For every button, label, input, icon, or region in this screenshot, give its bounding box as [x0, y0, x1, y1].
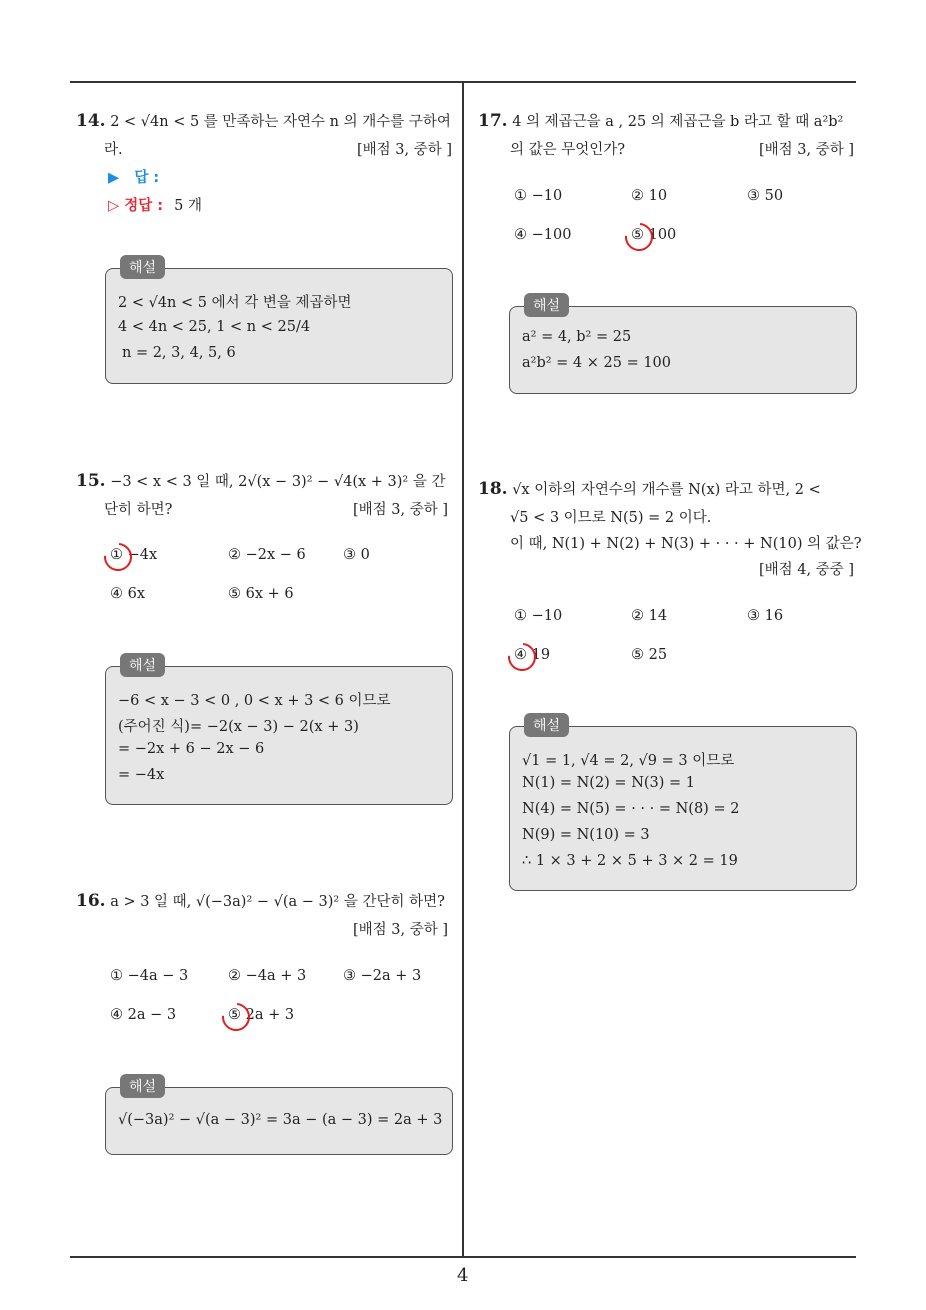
solution-line: N(1) = N(2) = N(3) = 1	[522, 775, 696, 791]
solution-tab: 해설	[524, 293, 569, 317]
outline-arrow-icon: ▷	[108, 198, 120, 214]
solution-line: a²b² = 4 × 25 = 100	[522, 355, 672, 371]
score-meta: [배점 3, 중하 ]	[758, 142, 854, 158]
choice-1[interactable]: ① −10	[514, 608, 563, 624]
solution-line: √1 = 1, √4 = 2, √9 = 3 이므로	[522, 753, 735, 769]
solution-tab: 해설	[524, 713, 569, 737]
choice-3[interactable]: ③ 16	[747, 608, 784, 624]
solution-line: a² = 4, b² = 25	[522, 329, 632, 345]
solution-line: n = 2, 3, 4, 5, 6	[122, 345, 236, 361]
solution-line: −6 < x − 3 < 0 , 0 < x + 3 < 6 이므로	[118, 693, 391, 709]
score-meta: [배점 3, 중하 ]	[356, 142, 452, 158]
choice-1[interactable]: ① −4a − 3	[110, 968, 189, 984]
selected-mark	[502, 637, 541, 676]
question-text: a > 3 일 때, √(−3a)² − √(a − 3)² 을 간단히 하면?	[110, 894, 445, 910]
choice-2[interactable]: ② 14	[631, 608, 668, 624]
correct-label: 정답 :	[124, 198, 164, 214]
score-meta: [배점 3, 중하 ]	[352, 502, 448, 518]
choice-2[interactable]: ② −4a + 3	[228, 968, 307, 984]
question-number: 17.	[478, 111, 508, 131]
selected-mark	[216, 997, 255, 1036]
solution-box	[105, 658, 453, 805]
correct-answer-row	[108, 194, 202, 215]
question-text-cont: 의 값은 무엇인가?	[510, 142, 626, 158]
solution-line: (주어진 식)= −2(x − 3) − 2(x + 3)	[118, 719, 359, 735]
question-text: 2 < √4n < 5 를 만족하는 자연수 n 의 개수를 구하여	[110, 114, 451, 130]
solution-box	[509, 298, 857, 394]
question-text-cont: √5 < 3 이므로 N(5) = 2 이다.	[510, 510, 712, 526]
question-text: √x 이하의 자연수의 개수를 N(x) 라고 하면, 2 <	[512, 482, 821, 498]
question-text-cont: 단히 하면?	[104, 502, 173, 518]
solution-line: 2 < √4n < 5 에서 각 변을 제곱하면	[118, 295, 352, 311]
choice-5[interactable]: ⑤ 100	[631, 227, 676, 243]
solution-box	[105, 1079, 453, 1155]
selected-mark	[98, 537, 137, 576]
question-text-cont: 이 때, N(1) + N(2) + N(3) + · · · + N(10) 의 값은?	[510, 536, 862, 552]
choice-1[interactable]: ① −10	[514, 188, 563, 204]
column-divider	[462, 82, 464, 1257]
solution-line: = −2x + 6 − 2x − 6	[118, 741, 265, 757]
choice-2[interactable]: ② −2x − 6	[228, 547, 306, 563]
page-number: 4	[457, 1265, 469, 1286]
answer-row	[108, 166, 159, 187]
choice-3[interactable]: ③ 50	[747, 188, 784, 204]
question-number: 15.	[76, 471, 106, 491]
solution-line: 4 < 4n < 25, 1 < n < 25/4	[118, 319, 311, 335]
bottom-rule	[70, 1256, 856, 1258]
choice-2[interactable]: ② 10	[631, 188, 668, 204]
choice-5[interactable]: ⑤ 25	[631, 647, 668, 663]
choice-1[interactable]: ① −4x	[110, 547, 157, 563]
solution-line: √(−3a)² − √(a − 3)² = 3a − (a − 3) = 2a + 3	[118, 1112, 443, 1128]
solution-tab: 해설	[120, 255, 165, 279]
choice-4[interactable]: ④ 2a − 3	[110, 1007, 177, 1023]
correct-value: 5 개	[174, 198, 202, 214]
choice-5[interactable]: ⑤ 6x + 6	[228, 586, 294, 602]
solution-tab: 해설	[120, 1074, 165, 1098]
question-text: −3 < x < 3 일 때, 2√(x − 3)² − √4(x + 3)² 을 간	[110, 474, 446, 490]
question-number: 16.	[76, 891, 106, 911]
solution-line: N(9) = N(10) = 3	[522, 827, 650, 843]
choice-4[interactable]: ④ 6x	[110, 586, 146, 602]
score-meta: [배점 4, 중중 ]	[758, 562, 854, 578]
question-number: 14.	[76, 111, 106, 131]
score-meta: [배점 3, 중하 ]	[352, 922, 448, 938]
selected-mark	[619, 217, 658, 256]
solution-tab: 해설	[120, 653, 165, 677]
solution-box	[105, 260, 453, 384]
choice-3[interactable]: ③ −2a + 3	[343, 968, 422, 984]
question-text: 4 의 제곱근을 a , 25 의 제곱근을 b 라고 할 때 a²b²	[512, 114, 844, 130]
solution-box	[509, 718, 857, 891]
play-arrow-icon: ▶	[108, 170, 120, 186]
solution-line: ∴ 1 × 3 + 2 × 5 + 3 × 2 = 19	[522, 853, 738, 869]
choice-4[interactable]: ④ 19	[514, 647, 550, 663]
question-text-cont: 라.	[104, 142, 123, 158]
answer-label: 답 :	[134, 170, 160, 186]
choice-5[interactable]: ⑤ 2a + 3	[228, 1007, 294, 1023]
choice-4[interactable]: ④ −100	[514, 227, 572, 243]
question-number: 18.	[478, 479, 508, 499]
solution-line: = −4x	[118, 767, 165, 783]
choice-3[interactable]: ③ 0	[343, 547, 370, 563]
solution-line: N(4) = N(5) = · · · = N(8) = 2	[522, 801, 740, 817]
